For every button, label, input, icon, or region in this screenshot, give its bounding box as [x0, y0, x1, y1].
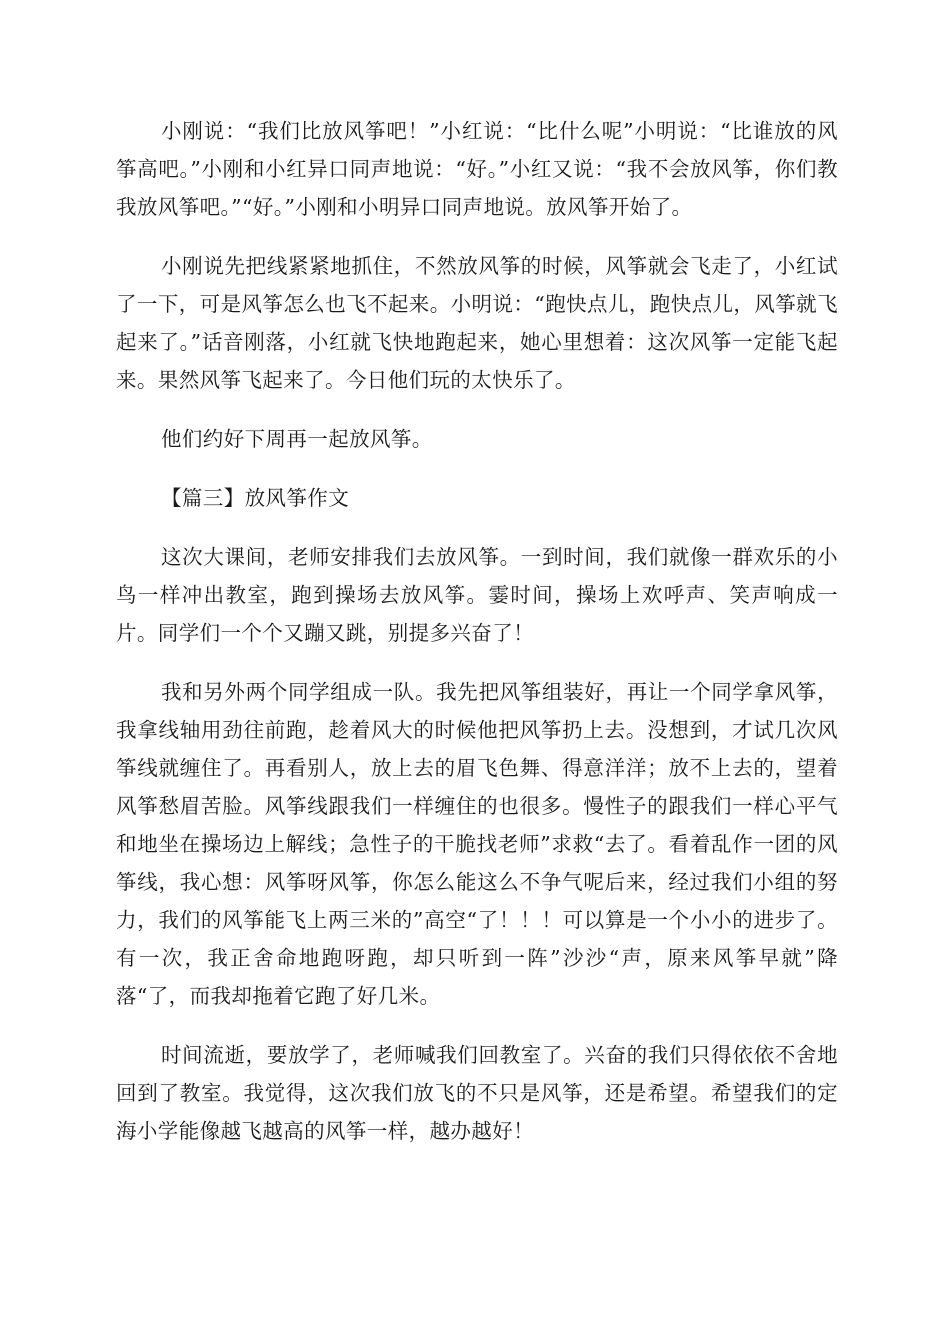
- paragraph-4: 这次大课间，老师安排我们去放风筝。一到时间，我们就像一群欢乐的小鸟一样冲出教室，跑到操场去放风筝。霎时间，操场上欢呼声、笑声响成一片。同学们一个个又蹦又跳，别提多兴奋了！: [116, 545, 838, 645]
- paragraph-1: 小刚说：“我们比放风筝吧！”小红说：“比什么呢”小明说：“比谁放的风筝高吧。”小刚和小红异口同声地说：“好。”小红又说：“我不会放风筝，你们教我放风筝吧。”“好。”小刚和小明异口同声地说。放风筝开始了。: [116, 119, 838, 219]
- paragraph-2: 小刚说先把线紧紧地抓住，不然放风筝的时候，风筝就会飞走了，小红试了一下，可是风筝怎么也飞不起来。小明说：“跑快点儿，跑快点儿，风筝就飞起来了。”话音刚落，小红就飞快地跑起来，她心里想着：这次风筝一定能飞起来。果然风筝飞起来了。今日他们玩的太快乐了。: [116, 254, 838, 392]
- paragraph-5: 我和另外两个同学组成一队。我先把风筝组装好，再让一个同学拿风筝，我拿线轴用劲往前跑，趁着风大的时候他把风筝扔上去。没想到，才试几次风筝线就缠住了。再看别人，放上去的眉飞色舞、得意洋洋；放不上去的，望着风筝愁眉苦脸。风筝线跟我们一样缠住的也很多。慢性子的跟我们一样心平气和地坐在操场边上解线；急性子的干脆找老师”求救“去了。看着乱作一团的风筝线，我心想：风筝呀风筝，你怎么能这么不争气呢后来，经过我们小组的努力，我们的风筝能飞上两三米的”高空“了！！！可以算是一个小小的进步了。有一次，我正舍命地跑呀跑，却只听到一阵”沙沙“声，原来风筝早就”降落“了，而我却拖着它跑了好几米。: [116, 680, 838, 1008]
- paragraph-6: 时间流逝，要放学了，老师喊我们回教室了。兴奋的我们只得依依不舍地回到了教室。我觉得，这次我们放飞的不只是风筝，还是希望。希望我们的定海小学能像越飞越高的风筝一样，越办越好！: [116, 1043, 838, 1143]
- document-body: [116, 112, 838, 1171]
- paragraph-3: 他们约好下周再一起放风筝。: [161, 427, 433, 451]
- section-heading: 【篇三】放风筝作文: [161, 486, 350, 510]
